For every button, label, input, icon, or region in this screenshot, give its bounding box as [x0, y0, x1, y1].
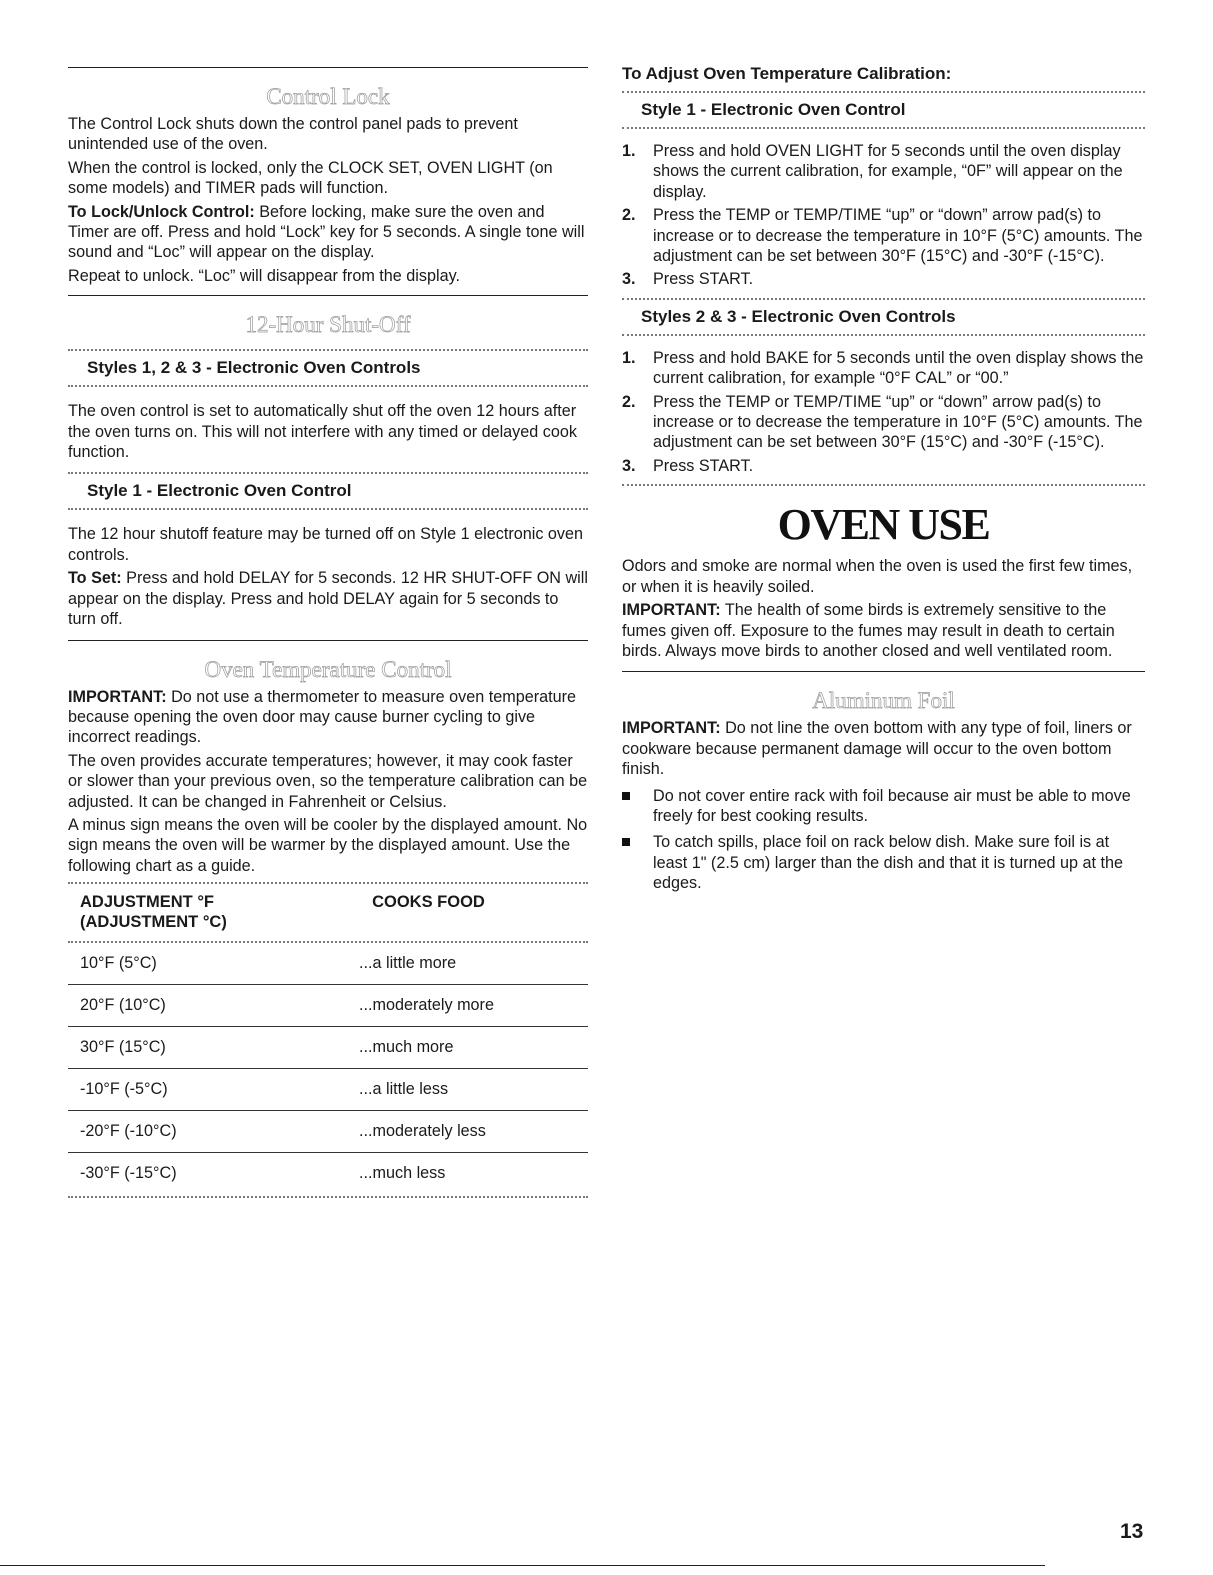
cooks-food-cell: ...much more [359, 1027, 588, 1069]
list-item: 3. Press START. [622, 270, 754, 289]
shutoff-subhead-styles: Styles 1, 2 & 3 - Electronic Oven Controls [87, 358, 421, 378]
dotted-divider [68, 508, 588, 510]
oven-use-title: OVEN USE [777, 500, 990, 550]
list-item: 2. Press the TEMP or TEMP/TIME “up” or “down” arrow pad(s) to increase or to decrease the temperature in 10°F (5°C) amounts. The adjustment can be set between 30°F (15°C) and -30°F (-15°C). [622, 206, 1143, 266]
table-row [68, 1069, 588, 1111]
dotted-divider [68, 385, 588, 387]
list-item: Do not cover entire rack with foil because air must be able to move freely for best cooking results. [622, 786, 1145, 827]
shutoff-title: 12-Hour Shut-Off [245, 312, 411, 338]
dotted-divider [68, 1196, 588, 1198]
section-divider [68, 295, 588, 296]
adjustment-cell: 10°F (5°C) [80, 954, 157, 973]
dotted-divider [622, 484, 1145, 486]
adjustment-table-body [68, 943, 588, 1194]
control-lock-pads: When the control is locked, only the CLOCK SET, OVEN LIGHT (on some models) and TIMER pads will function. [68, 158, 553, 198]
temp-control-sign-note: A minus sign means the oven will be cooler by the displayed amount. No sign means the oven will be warmer by the displayed amount. Use the following chart as a guide. [68, 815, 588, 875]
shutoff-style1-note: The 12 hour shutoff feature may be turned off on Style 1 electronic oven controls. [68, 525, 584, 564]
bullet-square-icon [622, 838, 630, 846]
dotted-divider [622, 298, 1145, 300]
calibration-style23-title: Styles 2 & 3 - Electronic Oven Controls [641, 306, 956, 326]
list-item: 1. Press and hold OVEN LIGHT for 5 seconds until the oven display shows the current calibration, for example, “0F” will appear on the display. [622, 142, 1123, 201]
control-lock-title: Control Lock [266, 84, 390, 109]
cooks-food-cell: ...a little less [359, 1069, 588, 1111]
temp-control-accuracy: The oven provides accurate temperatures; however, it may cook faster or slower than your previous oven, so the temperature calibration can be adjusted. It can be changed in Fahrenheit or Celsius. [68, 751, 588, 811]
dotted-divider [68, 472, 588, 474]
cooks-food-cell: ...a little more [359, 954, 457, 973]
list-item: To catch spills, place foil on rack below dish. Make sure foil is at least 1" (2.5 cm) larger than the dish and that it is turned up at the edges. [622, 832, 1145, 893]
section-divider [68, 640, 588, 641]
footer-divider [0, 1565, 1045, 1566]
left-column [68, 0, 588, 1198]
adjustment-table [68, 892, 588, 932]
cooks-food-cell: ...moderately more [359, 985, 588, 1027]
shutoff-description: The oven control is set to automatically shut off the oven 12 hours after the oven turns on. This will not interfere with any timed or delayed cook function. [68, 402, 577, 462]
shutoff-subhead-style1: Style 1 - Electronic Oven Control [87, 481, 352, 501]
control-lock-unlock: Repeat to unlock. “Loc” will disappear from the display. [68, 266, 460, 285]
section-divider [68, 67, 588, 68]
table-row [68, 943, 588, 985]
adjustment-cell: 20°F (10°C) [68, 985, 359, 1027]
control-lock-instructions: To Lock/Unlock Control: Before locking, make sure the oven and Timer are off. Press and hold “Lock” key for 5 seconds. A single tone will sound and “Loc” will appear on the display. [68, 202, 585, 262]
adjustment-cell: -10°F (-5°C) [68, 1069, 359, 1111]
calibration-style23-steps [622, 348, 1145, 476]
oven-use-odors: Odors and smoke are normal when the oven is used the first few times, or when it is heavily soiled. [622, 557, 1133, 596]
calibration-style1-steps [622, 141, 1145, 290]
right-column [622, 0, 1145, 894]
foil-title: Aluminum Foil [812, 688, 955, 714]
shutoff-set-instructions: To Set: Press and hold DELAY for 5 seconds. 12 HR SHUT-OFF ON will appear on the display. Press and hold DELAY again for 5 seconds to turn off. [68, 569, 588, 629]
adjustment-table-header [68, 892, 588, 932]
adjustment-cell: 30°F (15°C) [68, 1027, 359, 1069]
oven-use-birds-warning: IMPORTANT: The health of some birds is extremely sensitive to the fumes given off. Exposure to the fumes may result in death to certain birds. Always move birds to another closed and well ventilated room. [622, 601, 1115, 660]
adjustment-cell: -30°F (-15°C) [68, 1153, 359, 1195]
calibration-style1-title: Style 1 - Electronic Oven Control [641, 100, 906, 119]
foil-important: IMPORTANT: Do not line the oven bottom with any type of foil, liners or cookware because permanent damage will occur to the oven bottom finish. [622, 719, 1132, 779]
dotted-divider [68, 882, 588, 884]
list-item: 2. Press the TEMP or TEMP/TIME “up” or “down” arrow pad(s) to increase or to decrease the temperature in 10°F (5°C) amounts. The adjustment can be set between 30°F (15°C) and -30°F (-15°C). [622, 392, 1143, 452]
dotted-divider [68, 349, 588, 351]
dotted-divider [622, 127, 1145, 129]
table-row [68, 1111, 588, 1153]
table-row [68, 1153, 588, 1195]
page-number: 13 [1120, 1520, 1144, 1543]
dotted-divider [622, 334, 1145, 336]
cooks-food-cell: ...much less [359, 1153, 588, 1195]
calibration-heading: To Adjust Oven Temperature Calibration: [622, 64, 952, 83]
bullet-square-icon [622, 792, 630, 800]
adjustment-column-header: ADJUSTMENT °F (ADJUSTMENT °C) [80, 893, 227, 932]
table-row [68, 985, 588, 1027]
section-divider [622, 671, 1145, 672]
control-lock-intro: The Control Lock shuts down the control panel pads to prevent unintended use of the oven. [68, 115, 518, 154]
foil-bullets [622, 786, 1145, 894]
dotted-divider [622, 91, 1145, 93]
cooks-food-cell: ...moderately less [359, 1111, 588, 1153]
adjustment-cell: -20°F (-10°C) [68, 1111, 359, 1153]
temp-control-important: IMPORTANT: Do not use a thermometer to measure oven temperature because opening the oven door may cause burner cycling to give incorrect readings. [68, 687, 576, 747]
list-item: 1. Press and hold BAKE for 5 seconds until the oven display shows the current calibration, for example “0°F CAL” or “00.” [622, 348, 1144, 388]
list-item: 3. Press START. [622, 456, 754, 475]
temp-control-title: Oven Temperature Control [204, 656, 452, 682]
cooks-food-column-header: COOKS FOOD [372, 893, 485, 912]
table-row [68, 1027, 588, 1069]
